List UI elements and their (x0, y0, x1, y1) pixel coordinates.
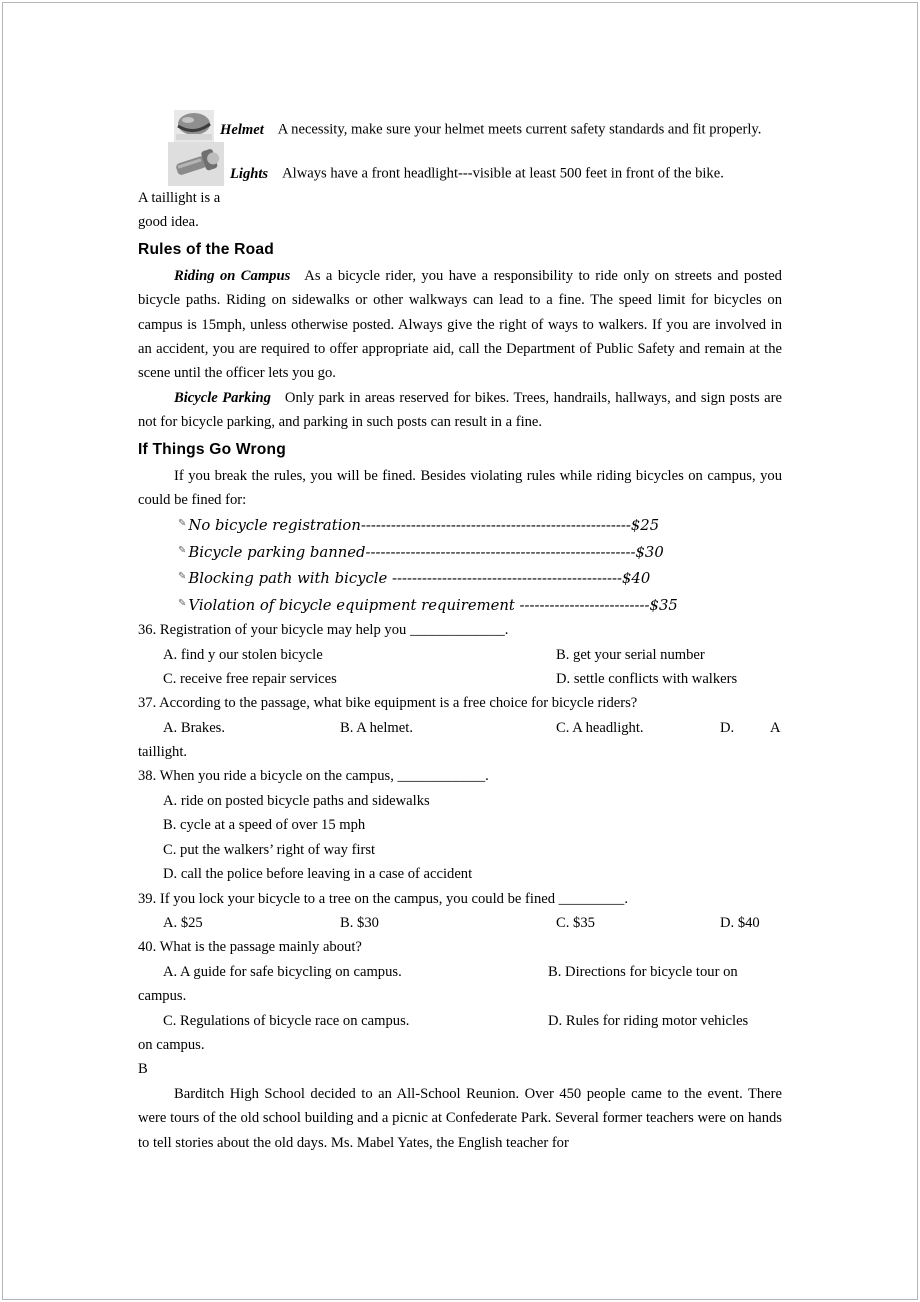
lights-text-cont: A taillight is a (138, 190, 221, 206)
fine-label: No bicycle registration (188, 517, 361, 535)
option-38-d: D. call the police before leaving in a case of accident (163, 866, 473, 883)
option-36-a: A. find y our stolen bicycle (163, 646, 323, 663)
fine-label: Bicycle parking banned (188, 543, 366, 561)
riding-label: Riding on Campus (174, 267, 291, 284)
option-36-c: C. receive free repair services (163, 670, 337, 687)
option-40-d: D. Rules for riding motor vehicles (548, 1012, 749, 1029)
pen-icon: ✎ (178, 597, 187, 609)
option-40-d-wrap: on campus. (138, 1036, 205, 1053)
fines-list (138, 512, 782, 618)
option-37-c: C. A headlight. (556, 719, 644, 736)
option-37-a: A. Brakes. (163, 719, 226, 736)
option-39-b: B. $30 (340, 914, 379, 931)
riding-paragraph (138, 264, 782, 386)
pen-icon: ✎ (178, 544, 187, 556)
question-37-stem: 37. According to the passage, what bike equipment is a free choice for bicycle riders? (138, 695, 638, 712)
option-37-d-cont: A (770, 719, 781, 736)
option-37-d: D. (720, 719, 735, 736)
question-39-stem: 39. If you lock your bicycle to a tree on the campus, you could be fined _________. (138, 890, 628, 907)
fine-item (138, 592, 782, 618)
option-36-d: D. settle conflicts with walkers (556, 670, 738, 687)
fine-dashes: ---------------------------------------------- (391, 570, 622, 588)
question-40-stem: 40. What is the passage mainly about? (138, 939, 362, 956)
parking-text: Only park in areas reserved for bikes. Trees, handrails, hallways, and sign posts are not for bicycle parking, and parking in such posts can result in a fine. (138, 389, 782, 431)
option-38-a: A. ride on posted bicycle paths and sidewalks (163, 792, 430, 809)
option-39-c: C. $35 (556, 914, 595, 931)
fine-label: Violation of bicycle equipment requirement (188, 596, 520, 614)
question-39-options-row (138, 911, 782, 935)
option-38-b: B. cycle at a speed of over 15 mph (163, 817, 366, 834)
question-36-options-row (138, 667, 782, 691)
question-37-options-row (138, 716, 782, 740)
question-38-stem: 38. When you ride a bicycle on the campus, ____________. (138, 768, 489, 785)
fine-dashes: ------------------------------------------------------ (365, 543, 636, 561)
lights-image (168, 142, 224, 186)
fine-label: Blocking path with bicycle (188, 570, 392, 588)
fine-dashes: -------------------------- (519, 596, 650, 614)
section-b-label: B (138, 1061, 148, 1078)
lights-text-cont: good idea. (138, 214, 199, 231)
helmet-label: Helmet (220, 121, 264, 138)
fines-heading: If Things Go Wrong (138, 440, 286, 458)
section-b-paragraph: Barditch High School decided to an All-School Reunion. Over 450 people came to the event. There were tours of the old school building and a picnic at Confederate Park. Several former teachers were on hands to tell stories about the old days. Ms. Mabel Yates, the English teacher for (138, 1085, 782, 1151)
question-40-options-row (138, 1009, 782, 1033)
lights-paragraph (138, 142, 782, 186)
rules-heading: Rules of the Road (138, 240, 274, 258)
option-39-a: A. $25 (163, 914, 203, 931)
fine-dashes: ------------------------------------------------------ (360, 517, 631, 535)
option-38-c: C. put the walkers’ right of way first (163, 841, 376, 858)
helmet-image (174, 110, 214, 142)
fine-amount: $35 (649, 596, 678, 614)
parking-paragraph (138, 386, 782, 435)
question-36-stem: 36. Registration of your bicycle may help you _____________. (138, 622, 509, 639)
fine-amount: $30 (635, 543, 664, 561)
fines-intro: If you break the rules, you will be fined. Besides violating rules while riding bicycles on campus, you could be fined for: (138, 467, 782, 509)
option-40-c: C. Regulations of bicycle race on campus. (163, 1012, 410, 1029)
parking-label: Bicycle Parking (174, 389, 271, 406)
question-36-options-row (138, 643, 782, 667)
pen-icon: ✎ (178, 571, 187, 583)
option-37-b: B. A helmet. (340, 719, 413, 736)
helmet-paragraph (138, 110, 782, 142)
fine-item (138, 539, 782, 565)
helmet-text: A necessity, make sure your helmet meets current safety standards and fit properly. (277, 121, 762, 138)
option-40-a: A. A guide for safe bicycling on campus. (163, 963, 402, 980)
lights-label: Lights (230, 165, 269, 182)
fine-amount: $25 (630, 517, 660, 535)
option-36-b: B. get your serial number (556, 646, 705, 663)
option-40-b-wrap: campus. (138, 988, 187, 1005)
riding-text: As a bicycle rider, you have a responsibility to ride only on streets and posted bicycle paths. Riding on sidewalks or other walkways can lead to a fine. The speed limit for bicycles on campus is 15mph, unless otherwise posted. Always give the right of ways to walkers. If you are involved in an accident, you are required to offer appropriate aid, call the Department of Public Safety and remain at the scene until the officer lets you go. (138, 267, 782, 382)
pen-icon: ✎ (178, 518, 187, 530)
option-39-d: D. $40 (720, 914, 760, 931)
option-37-d-wrap: taillight. (138, 744, 188, 761)
fine-item (138, 565, 782, 591)
question-40-options-row (138, 960, 782, 984)
fine-item (138, 512, 782, 538)
lights-text: Always have a front headlight---visible at least 500 feet in front of the bike. (282, 165, 724, 182)
fine-amount: $40 (621, 570, 651, 588)
option-40-b: B. Directions for bicycle tour on (548, 963, 738, 980)
